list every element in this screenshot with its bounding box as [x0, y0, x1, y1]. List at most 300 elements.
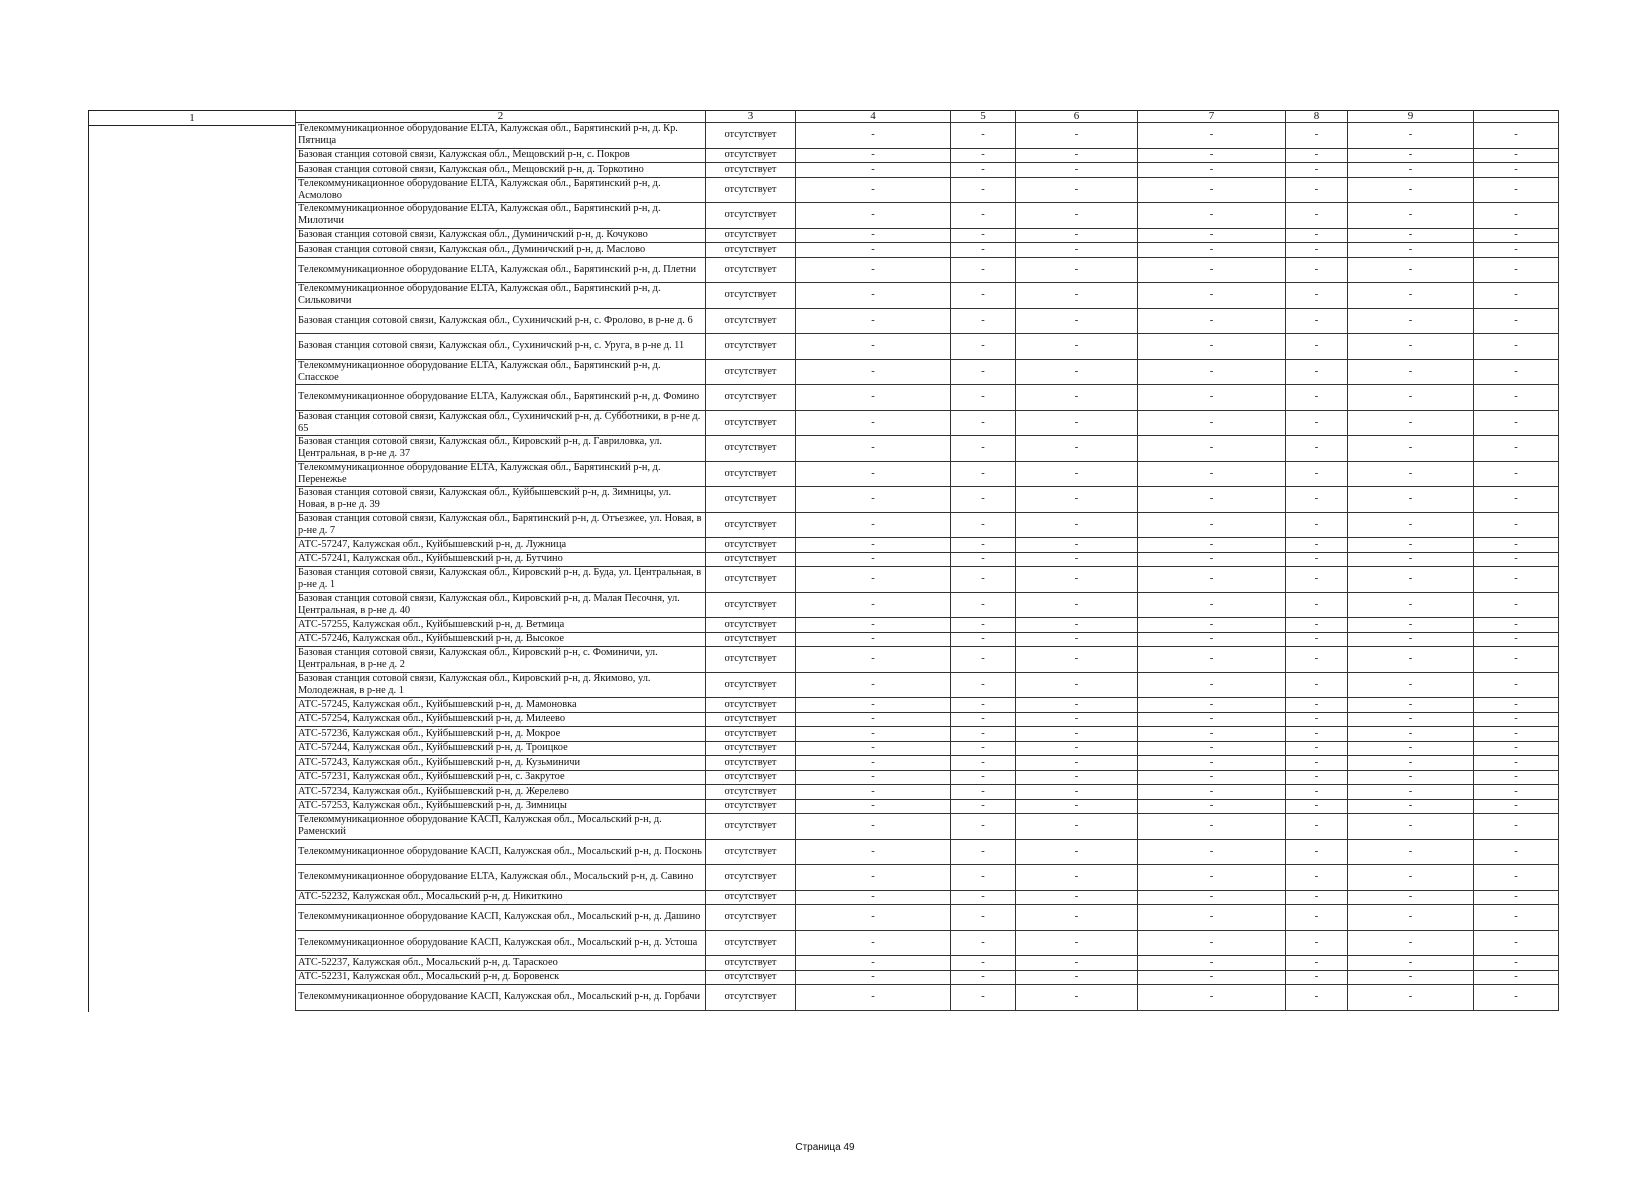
dash-cell: -: [796, 461, 951, 487]
dash-cell: -: [1348, 552, 1474, 567]
object-name-cell: АТС-57247, Калужская обл., Куйбышевский р-н, д. Лужница: [296, 538, 706, 553]
object-name-cell: Базовая станция сотовой связи, Калужская обл., Мещовский р-н, д. Торкотино: [296, 163, 706, 178]
dash-cell: -: [1138, 814, 1286, 840]
dash-cell: -: [1016, 410, 1138, 436]
dash-cell: -: [796, 203, 951, 229]
dash-cell: -: [1286, 410, 1348, 436]
table-row: [296, 592, 1559, 618]
dash-cell: -: [951, 257, 1016, 283]
dash-cell: -: [1474, 512, 1559, 538]
table-row: [296, 672, 1559, 698]
dash-cell: -: [1016, 436, 1138, 462]
dash-cell: -: [951, 814, 1016, 840]
table-row: [296, 785, 1559, 800]
dash-cell: -: [1016, 283, 1138, 309]
dash-cell: -: [1016, 308, 1138, 334]
dash-cell: -: [1016, 672, 1138, 698]
dash-cell: -: [1138, 410, 1286, 436]
dash-cell: -: [951, 799, 1016, 814]
table-row: [296, 177, 1559, 203]
dash-cell: -: [796, 148, 951, 163]
table-row: [296, 632, 1559, 647]
dash-cell: -: [1138, 359, 1286, 385]
status-cell: отсутствует: [706, 839, 796, 865]
dash-cell: -: [796, 985, 951, 1011]
dash-cell: -: [1348, 930, 1474, 956]
dash-cell: -: [796, 243, 951, 258]
table-row: [296, 985, 1559, 1011]
dash-cell: -: [1348, 712, 1474, 727]
dash-cell: -: [1348, 487, 1474, 513]
dash-cell: -: [1138, 712, 1286, 727]
object-name-cell: Телекоммуникационное оборудование ELTA, Калужская обл., Мосальский р-н, д. Савино: [296, 865, 706, 891]
dash-cell: -: [1348, 228, 1474, 243]
dash-cell: -: [796, 865, 951, 891]
dash-cell: -: [1138, 512, 1286, 538]
dash-cell: -: [1474, 385, 1559, 411]
dash-cell: -: [1138, 123, 1286, 149]
dash-cell: -: [1286, 148, 1348, 163]
object-name-cell: АТС-57255, Калужская обл., Куйбышевский р-н, д. Ветмица: [296, 618, 706, 633]
status-cell: отсутствует: [706, 890, 796, 905]
dash-cell: -: [1286, 177, 1348, 203]
dash-cell: -: [1474, 283, 1559, 309]
dash-cell: -: [951, 283, 1016, 309]
dash-cell: -: [1286, 385, 1348, 411]
dash-cell: -: [1474, 890, 1559, 905]
status-cell: отсутствует: [706, 712, 796, 727]
table-row: [296, 308, 1559, 334]
dash-cell: -: [1016, 228, 1138, 243]
status-cell: отсутствует: [706, 283, 796, 309]
dash-cell: -: [796, 618, 951, 633]
dash-cell: -: [1286, 865, 1348, 891]
status-cell: отсутствует: [706, 203, 796, 229]
dash-cell: -: [1286, 799, 1348, 814]
dash-cell: -: [796, 956, 951, 971]
status-cell: отсутствует: [706, 538, 796, 553]
object-name-cell: Базовая станция сотовой связи, Калужская обл., Кировский р-н, д. Гавриловка, ул. Центральная, в р-не д. 37: [296, 436, 706, 462]
table-row: [296, 647, 1559, 673]
dash-cell: -: [951, 592, 1016, 618]
dash-cell: -: [1138, 930, 1286, 956]
object-name-cell: Базовая станция сотовой связи, Калужская обл., Мещовский р-н, с. Покров: [296, 148, 706, 163]
dash-cell: -: [1286, 698, 1348, 713]
dash-cell: -: [951, 177, 1016, 203]
dash-cell: -: [1286, 359, 1348, 385]
dash-cell: -: [1016, 618, 1138, 633]
dash-cell: -: [1016, 930, 1138, 956]
dash-cell: -: [796, 890, 951, 905]
dash-cell: -: [1016, 727, 1138, 742]
dash-cell: -: [1138, 461, 1286, 487]
dash-cell: -: [1474, 698, 1559, 713]
dash-cell: -: [1138, 385, 1286, 411]
dash-cell: -: [1138, 905, 1286, 931]
dash-cell: -: [1138, 177, 1286, 203]
dash-cell: -: [951, 385, 1016, 411]
object-name-cell: Базовая станция сотовой связи, Калужская обл., Кировский р-н, д. Малая Песочня, ул. Центральная, в р-не д. 40: [296, 592, 706, 618]
status-cell: отсутствует: [706, 177, 796, 203]
dash-cell: -: [1474, 672, 1559, 698]
dash-cell: -: [1348, 799, 1474, 814]
dash-cell: -: [1348, 618, 1474, 633]
table-row: [296, 905, 1559, 931]
dash-cell: -: [1474, 592, 1559, 618]
column-header-2: 2: [296, 111, 706, 123]
object-name-cell: АТС-52237, Калужская обл., Мосальский р-н, д. Тараскоео: [296, 956, 706, 971]
dash-cell: -: [1016, 839, 1138, 865]
object-name-cell: АТС-57243, Калужская обл., Куйбышевский р-н, д. Кузьминичи: [296, 756, 706, 771]
object-name-cell: Телекоммуникационное оборудование ELTA, Калужская обл., Барятинский р-н, д. Милотичи: [296, 203, 706, 229]
dash-cell: -: [1474, 956, 1559, 971]
dash-cell: -: [1016, 970, 1138, 985]
dash-cell: -: [1474, 228, 1559, 243]
table-row: [296, 148, 1559, 163]
object-name-cell: Телекоммуникационное оборудование КАСП, Калужская обл., Мосальский р-н, д. Посконь: [296, 839, 706, 865]
dash-cell: -: [1016, 257, 1138, 283]
dash-cell: -: [951, 756, 1016, 771]
dash-cell: -: [951, 538, 1016, 553]
dash-cell: -: [796, 839, 951, 865]
status-cell: отсутствует: [706, 436, 796, 462]
dash-cell: -: [1474, 632, 1559, 647]
table-row: [296, 461, 1559, 487]
dash-cell: -: [796, 905, 951, 931]
dash-cell: -: [796, 385, 951, 411]
dash-cell: -: [951, 359, 1016, 385]
dash-cell: -: [1138, 257, 1286, 283]
table-row: [296, 814, 1559, 840]
dash-cell: -: [1348, 410, 1474, 436]
column-header-4: 4: [796, 111, 951, 123]
dash-cell: -: [796, 712, 951, 727]
object-name-cell: АТС-57245, Калужская обл., Куйбышевский р-н, д. Мамоновка: [296, 698, 706, 713]
dash-cell: -: [1474, 334, 1559, 360]
dash-cell: -: [1348, 123, 1474, 149]
dash-cell: -: [1286, 930, 1348, 956]
status-cell: отсутствует: [706, 334, 796, 360]
object-name-cell: Базовая станция сотовой связи, Калужская обл., Сухиничский р-н, с. Фролово, в р-не д. 6: [296, 308, 706, 334]
dash-cell: -: [951, 647, 1016, 673]
dash-cell: -: [1138, 839, 1286, 865]
dash-cell: -: [1138, 148, 1286, 163]
object-name-cell: Телекоммуникационное оборудование ELTA, Калужская обл., Барятинский р-н, д. Перенежье: [296, 461, 706, 487]
object-name-cell: АТС-57231, Калужская обл., Куйбышевский р-н, с. Закрутое: [296, 770, 706, 785]
dash-cell: -: [796, 727, 951, 742]
dash-cell: -: [796, 283, 951, 309]
status-cell: отсутствует: [706, 410, 796, 436]
dash-cell: -: [1286, 552, 1348, 567]
dash-cell: -: [1016, 552, 1138, 567]
dash-cell: -: [1474, 930, 1559, 956]
document-sheet: [88, 110, 1558, 1078]
dash-cell: -: [1348, 970, 1474, 985]
dash-cell: -: [1474, 410, 1559, 436]
column-header-8: 8: [1286, 111, 1348, 123]
dash-cell: -: [1286, 647, 1348, 673]
object-name-cell: Базовая станция сотовой связи, Калужская обл., Кировский р-н, д. Якимово, ул. Молодежная, в р-не д. 1: [296, 672, 706, 698]
dash-cell: -: [796, 228, 951, 243]
dash-cell: -: [1138, 985, 1286, 1011]
dash-cell: -: [951, 618, 1016, 633]
object-name-cell: АТС-57253, Калужская обл., Куйбышевский р-н, д. Зимницы: [296, 799, 706, 814]
dash-cell: -: [796, 698, 951, 713]
dash-cell: -: [1138, 243, 1286, 258]
dash-cell: -: [1138, 436, 1286, 462]
dash-cell: -: [796, 538, 951, 553]
header-row: [296, 111, 1559, 123]
object-name-cell: Базовая станция сотовой связи, Калужская обл., Думиничский р-н, д. Кочуково: [296, 228, 706, 243]
dash-cell: -: [951, 698, 1016, 713]
dash-cell: -: [1348, 567, 1474, 593]
table-row: [296, 865, 1559, 891]
dash-cell: -: [1016, 756, 1138, 771]
status-cell: отсутствует: [706, 814, 796, 840]
object-name-cell: Базовая станция сотовой связи, Калужская обл., Сухиничский р-н, с. Уруга, в р-не д. 11: [296, 334, 706, 360]
dash-cell: -: [796, 567, 951, 593]
dash-cell: -: [1016, 123, 1138, 149]
dash-cell: -: [1474, 436, 1559, 462]
status-cell: отсутствует: [706, 698, 796, 713]
table-row: [296, 799, 1559, 814]
dash-cell: -: [796, 592, 951, 618]
dash-cell: -: [1138, 228, 1286, 243]
dash-cell: -: [1016, 956, 1138, 971]
dash-cell: -: [1348, 436, 1474, 462]
table-row: [296, 727, 1559, 742]
status-cell: отсутствует: [706, 308, 796, 334]
dash-cell: -: [1348, 538, 1474, 553]
dash-cell: -: [1474, 785, 1559, 800]
dash-cell: -: [951, 930, 1016, 956]
object-name-cell: Телекоммуникационное оборудование ELTA, Калужская обл., Барятинский р-н, д. Асмолово: [296, 177, 706, 203]
table-row: [296, 359, 1559, 385]
dash-cell: -: [951, 785, 1016, 800]
dash-cell: -: [951, 985, 1016, 1011]
dash-cell: -: [796, 741, 951, 756]
status-cell: отсутствует: [706, 512, 796, 538]
dash-cell: -: [1348, 203, 1474, 229]
dash-cell: -: [796, 359, 951, 385]
dash-cell: -: [1474, 308, 1559, 334]
table-row: [296, 756, 1559, 771]
status-cell: отсутствует: [706, 770, 796, 785]
table-row: [296, 512, 1559, 538]
dash-cell: -: [1348, 461, 1474, 487]
dash-cell: -: [1474, 970, 1559, 985]
table-row: [296, 956, 1559, 971]
dash-cell: -: [951, 461, 1016, 487]
table-row: [296, 839, 1559, 865]
status-cell: отсутствует: [706, 756, 796, 771]
dash-cell: -: [951, 308, 1016, 334]
dash-cell: -: [1138, 698, 1286, 713]
status-cell: отсутствует: [706, 461, 796, 487]
dash-cell: -: [951, 865, 1016, 891]
dash-cell: -: [1138, 956, 1286, 971]
object-name-cell: Базовая станция сотовой связи, Калужская обл., Кировский р-н, д. Буда, ул. Центральная, в р-не д. 1: [296, 567, 706, 593]
object-name-cell: Базовая станция сотовой связи, Калужская обл., Барятинский р-н, д. Отъезжее, ул. Новая, в р-не д. 7: [296, 512, 706, 538]
dash-cell: -: [1348, 177, 1474, 203]
dash-cell: -: [1138, 538, 1286, 553]
dash-cell: -: [1138, 672, 1286, 698]
dash-cell: -: [1286, 283, 1348, 309]
dash-cell: -: [796, 785, 951, 800]
dash-cell: -: [1286, 567, 1348, 593]
table-row: [296, 203, 1559, 229]
dash-cell: -: [1138, 647, 1286, 673]
dash-cell: -: [1286, 890, 1348, 905]
dash-cell: -: [1474, 865, 1559, 891]
dash-cell: -: [1138, 567, 1286, 593]
table-row: [296, 930, 1559, 956]
dash-cell: -: [1138, 632, 1286, 647]
dash-cell: -: [1348, 512, 1474, 538]
dash-cell: -: [951, 672, 1016, 698]
dash-cell: -: [1286, 814, 1348, 840]
dash-cell: -: [1348, 839, 1474, 865]
dash-cell: -: [1016, 647, 1138, 673]
dash-cell: -: [1138, 163, 1286, 178]
dash-cell: -: [1474, 905, 1559, 931]
status-cell: отсутствует: [706, 672, 796, 698]
status-cell: отсутствует: [706, 727, 796, 742]
table-row: [296, 487, 1559, 513]
column-1: [88, 110, 296, 1012]
status-cell: отсутствует: [706, 163, 796, 178]
dash-cell: -: [1348, 890, 1474, 905]
object-name-cell: АТС-57236, Калужская обл., Куйбышевский р-н, д. Мокрое: [296, 727, 706, 742]
dash-cell: -: [1286, 712, 1348, 727]
dash-cell: -: [1474, 243, 1559, 258]
status-cell: отсутствует: [706, 552, 796, 567]
object-name-cell: Базовая станция сотовой связи, Калужская обл., Куйбышевский р-н, д. Зимницы, ул. Новая, в р-не д. 39: [296, 487, 706, 513]
dash-cell: -: [1016, 163, 1138, 178]
dash-cell: -: [1138, 308, 1286, 334]
dash-cell: -: [1348, 243, 1474, 258]
dash-cell: -: [1016, 814, 1138, 840]
dash-cell: -: [1016, 785, 1138, 800]
dash-cell: -: [1474, 538, 1559, 553]
dash-cell: -: [1138, 970, 1286, 985]
object-name-cell: Телекоммуникационное оборудование КАСП, Калужская обл., Мосальский р-н, д. Устоша: [296, 930, 706, 956]
dash-cell: -: [1016, 567, 1138, 593]
dash-cell: -: [1348, 359, 1474, 385]
dash-cell: -: [1474, 148, 1559, 163]
dash-cell: -: [951, 334, 1016, 360]
status-cell: отсутствует: [706, 567, 796, 593]
column-header-5: 5: [951, 111, 1016, 123]
object-name-cell: АТС-57254, Калужская обл., Куйбышевский р-н, д. Милеево: [296, 712, 706, 727]
dash-cell: -: [1348, 257, 1474, 283]
dash-cell: -: [1016, 799, 1138, 814]
dash-cell: -: [1474, 618, 1559, 633]
dash-cell: -: [1138, 203, 1286, 229]
dash-cell: -: [796, 672, 951, 698]
dash-cell: -: [1348, 741, 1474, 756]
dash-cell: -: [1286, 632, 1348, 647]
dash-cell: -: [1474, 814, 1559, 840]
dash-cell: -: [1348, 632, 1474, 647]
table-row: [296, 257, 1559, 283]
dash-cell: -: [1286, 123, 1348, 149]
dash-cell: -: [796, 756, 951, 771]
dash-cell: -: [1016, 512, 1138, 538]
dash-cell: -: [1474, 712, 1559, 727]
dash-cell: -: [1016, 538, 1138, 553]
dash-cell: -: [1474, 163, 1559, 178]
dash-cell: -: [796, 512, 951, 538]
table-row: [296, 890, 1559, 905]
column-header-3: 3: [706, 111, 796, 123]
table-row: [296, 410, 1559, 436]
status-cell: отсутствует: [706, 228, 796, 243]
table-row: [296, 538, 1559, 553]
dash-cell: -: [1474, 203, 1559, 229]
dash-cell: -: [1348, 283, 1474, 309]
status-cell: отсутствует: [706, 741, 796, 756]
dash-cell: -: [951, 712, 1016, 727]
dash-cell: -: [1016, 385, 1138, 411]
column-header-1: 1: [89, 111, 296, 126]
dash-cell: -: [951, 410, 1016, 436]
dash-cell: -: [1286, 308, 1348, 334]
table-row: [296, 163, 1559, 178]
dash-cell: -: [1474, 461, 1559, 487]
status-cell: отсутствует: [706, 647, 796, 673]
table-row: [296, 228, 1559, 243]
status-cell: отсутствует: [706, 632, 796, 647]
dash-cell: -: [1016, 712, 1138, 727]
dash-cell: -: [1016, 770, 1138, 785]
dash-cell: -: [1474, 123, 1559, 149]
dash-cell: -: [951, 203, 1016, 229]
dash-cell: -: [1474, 727, 1559, 742]
dash-cell: -: [951, 905, 1016, 931]
object-name-cell: АТС-57234, Калужская обл., Куйбышевский р-н, д. Жерелево: [296, 785, 706, 800]
status-cell: отсутствует: [706, 930, 796, 956]
dash-cell: -: [1286, 770, 1348, 785]
dash-cell: -: [1138, 865, 1286, 891]
status-cell: отсутствует: [706, 385, 796, 411]
dash-cell: -: [1286, 257, 1348, 283]
object-name-cell: Базовая станция сотовой связи, Калужская обл., Сухиничский р-н, д. Субботники, в р-не д. 65: [296, 410, 706, 436]
status-cell: отсутствует: [706, 148, 796, 163]
object-name-cell: Телекоммуникационное оборудование КАСП, Калужская обл., Мосальский р-н, д. Горбачи: [296, 985, 706, 1011]
object-name-cell: Базовая станция сотовой связи, Калужская обл., Кировский р-н, с. Фоминичи, ул. Центральная, в р-не д. 2: [296, 647, 706, 673]
dash-cell: -: [951, 487, 1016, 513]
dash-cell: -: [1016, 985, 1138, 1011]
table-row: [296, 970, 1559, 985]
status-cell: отсутствует: [706, 123, 796, 149]
dash-cell: -: [1348, 756, 1474, 771]
column-header-9: 9: [1348, 111, 1474, 123]
dash-cell: -: [1286, 756, 1348, 771]
dash-cell: -: [1016, 741, 1138, 756]
dash-cell: -: [1138, 487, 1286, 513]
dash-cell: -: [1286, 785, 1348, 800]
dash-cell: -: [951, 839, 1016, 865]
dash-cell: -: [796, 814, 951, 840]
dash-cell: -: [1286, 334, 1348, 360]
dash-cell: -: [951, 243, 1016, 258]
status-cell: отсутствует: [706, 785, 796, 800]
status-cell: отсутствует: [706, 618, 796, 633]
dash-cell: -: [1138, 727, 1286, 742]
dash-cell: -: [1016, 890, 1138, 905]
status-cell: отсутствует: [706, 257, 796, 283]
